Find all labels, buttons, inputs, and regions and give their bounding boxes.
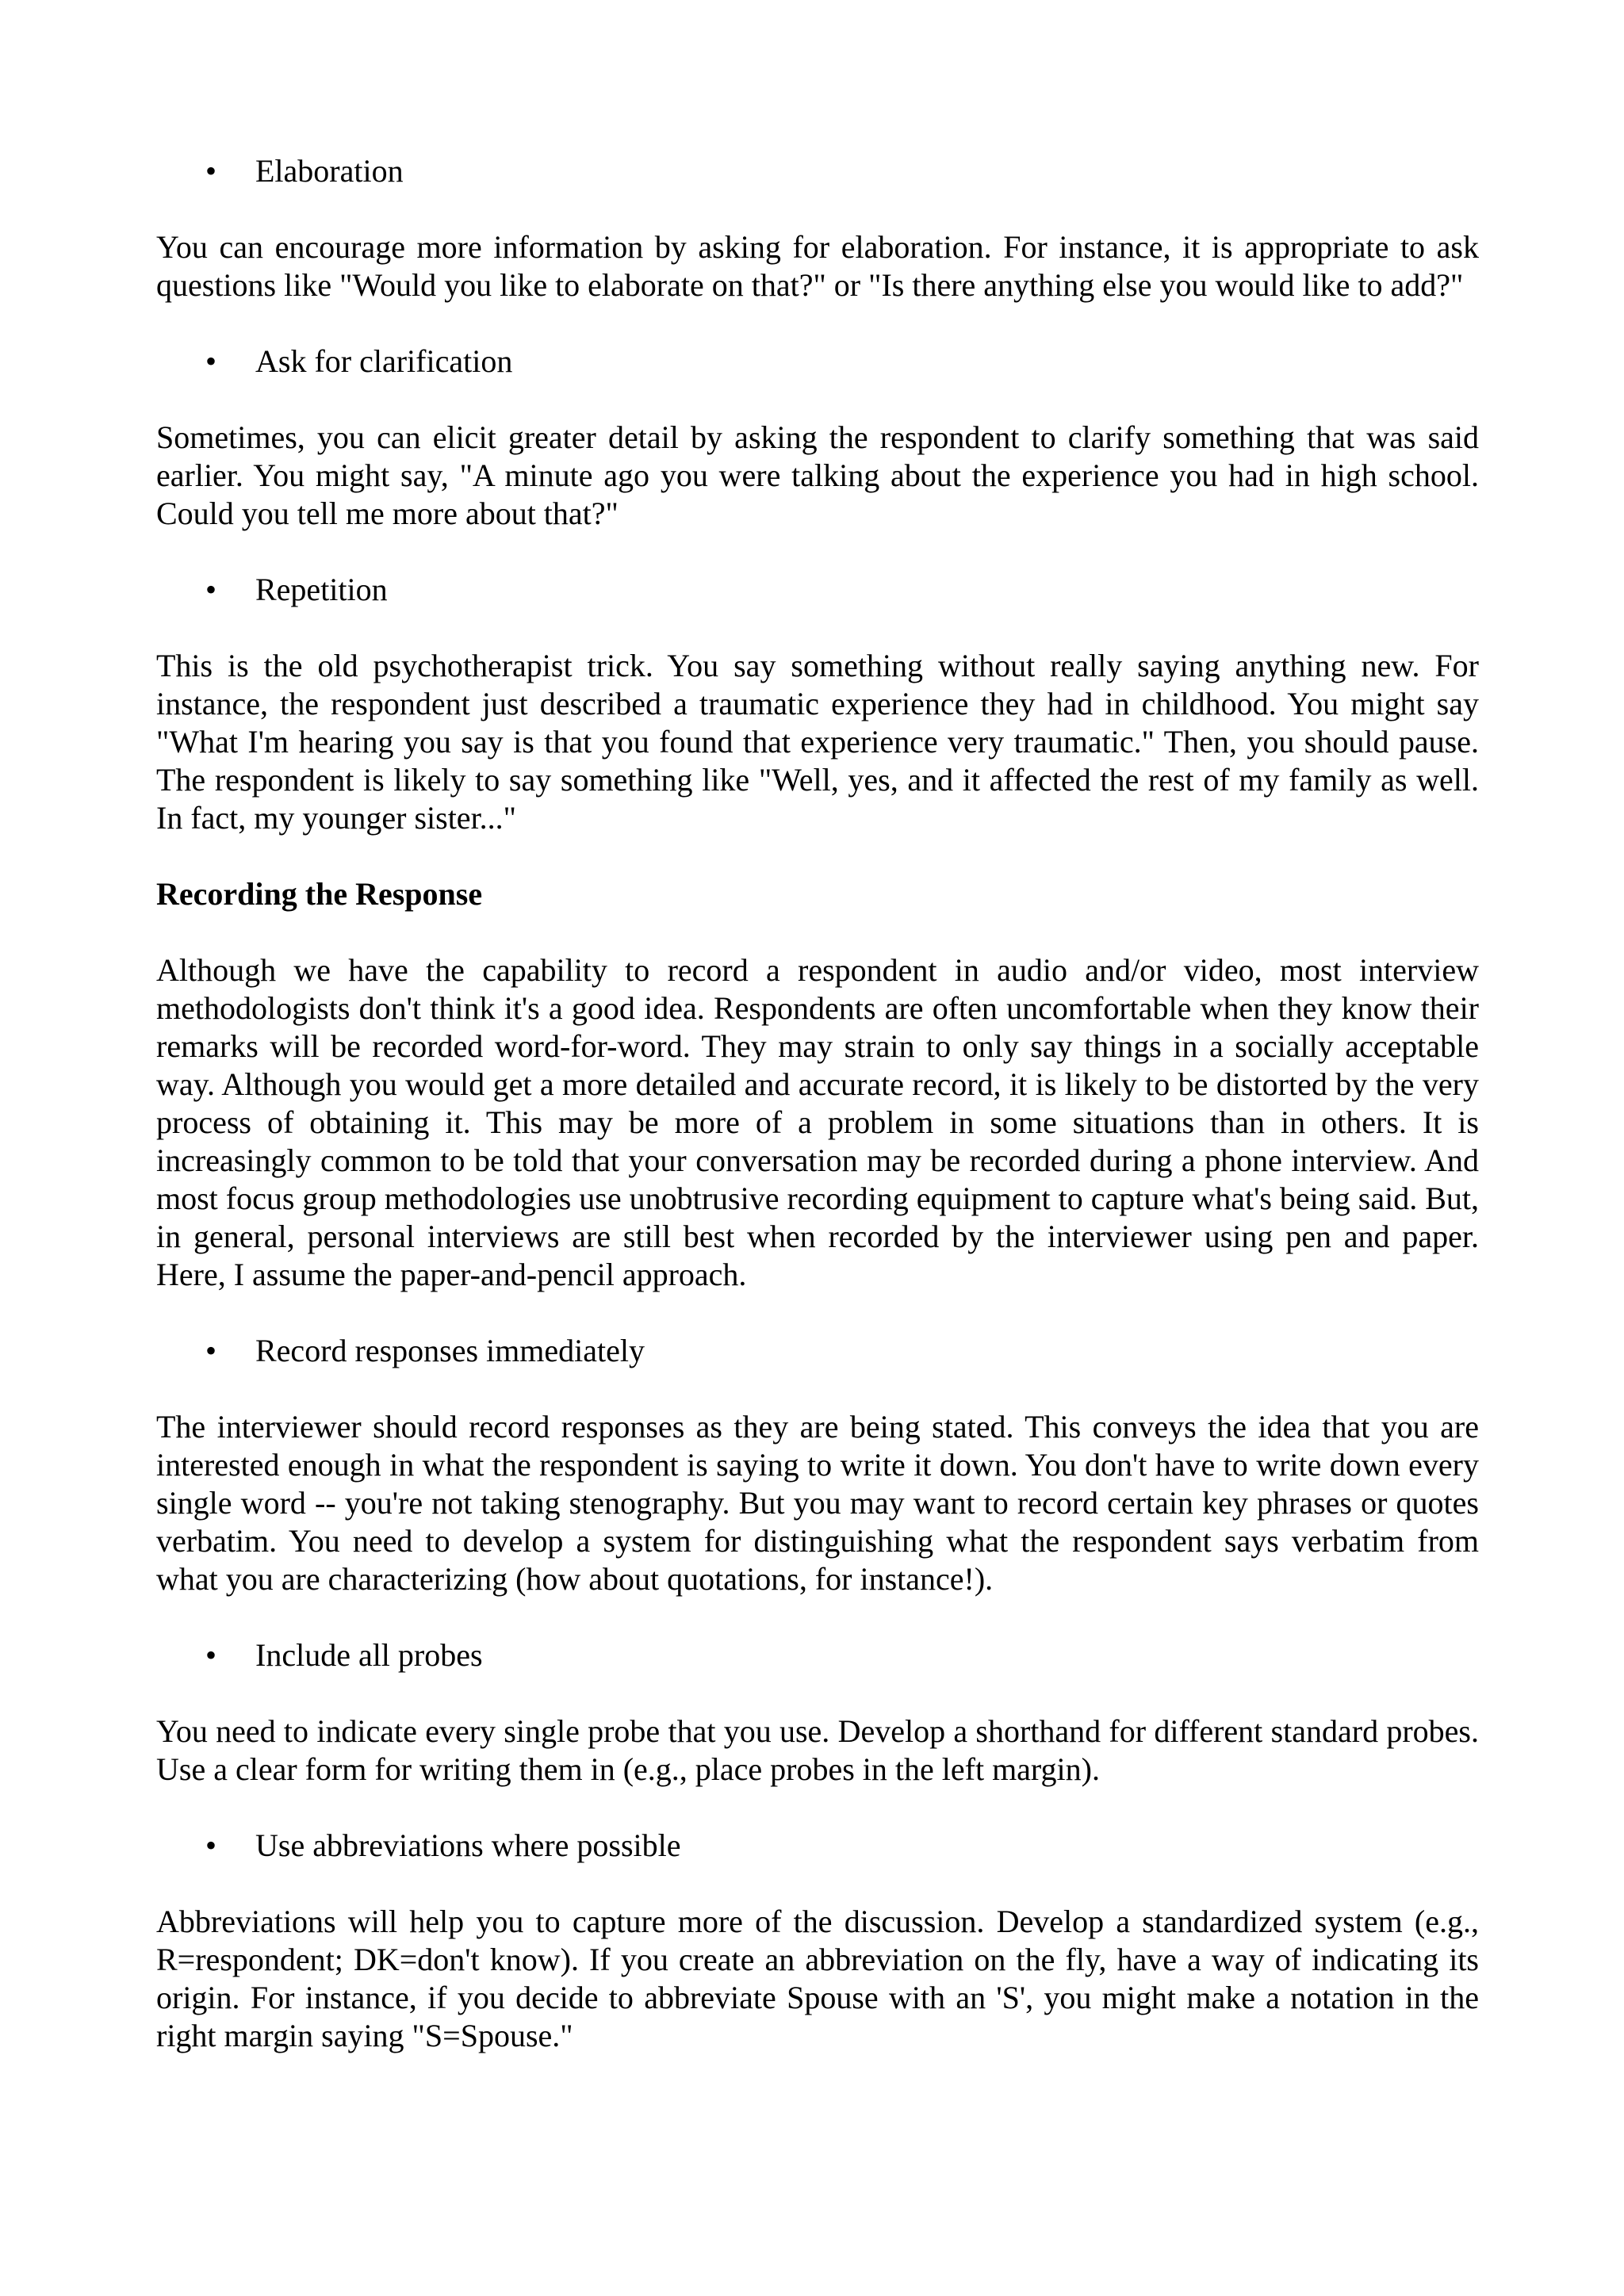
bullet-dot: •: [205, 572, 217, 607]
para-recording: Although we have the capability to record a respondent in audio and/or video, most interview methodologists don't think it's a good idea. Respondents are often uncomfortable when they know their remarks will be recorded word-for-word. They may strain to only say things in a socially acceptable way. Although you would get a more detailed and accurate record, it is likely to be distorted by the very process of obtaining it. This may be more of a problem in some situations than in others. It is increasingly common to be told that your conversation may be recorded during a phone interview. And most focus group methodologies use unobtrusive recording equipment to capture what's being said. But, in general, personal interviews are still best when recorded by the interviewer using pen and paper. Here, I assume the paper-and-pencil approach.: [156, 952, 1480, 1292]
bullet-text: Ask for clarification: [255, 343, 513, 379]
bullet-text: Include all probes: [255, 1637, 483, 1673]
bullet-dot: •: [205, 343, 217, 379]
bullet-text: Elaboration: [255, 153, 404, 189]
para-elaboration: You can encourage more information by asking for elaboration. For instance, it is appropriate to ask questions like "Would you like to elaborate on that?" or "Is there anything else you would like to add?": [156, 229, 1479, 303]
bullet-include-probes: [156, 1636, 1479, 1674]
bullet-text: Record responses immediately: [255, 1333, 645, 1368]
section-heading: Recording the Response: [156, 876, 483, 912]
bullet-dot: •: [205, 1333, 217, 1368]
para-abbreviations: Abbreviations will help you to capture more of the discussion. Develop a standardized system (e.g., R=respondent; DK=don't know). If you create an abbreviation on the fly, have a way of indicating its origin. For instance, if you decide to abbreviate Spouse with an 'S', you might make a notation in the right margin saying "S=Spouse.": [156, 1904, 1479, 2053]
bullet-elaboration: [156, 152, 1479, 190]
para-include-probes: You need to indicate every single probe that you use. Develop a shorthand for different standard probes. Use a clear form for writing them in (e.g., place probes in the left margin).: [156, 1713, 1479, 1787]
bullet-dot: •: [205, 153, 217, 189]
bullet-clarification: [156, 342, 1479, 381]
bullet-text: Repetition: [255, 572, 388, 607]
bullet-dot: •: [205, 1827, 217, 1863]
bullet-dot: •: [205, 1637, 217, 1673]
bullet-text: Use abbreviations where possible: [255, 1827, 681, 1863]
para-record-immediately: The interviewer should record responses as they are being stated. This conveys the idea that you are interested enough in what the respondent is saying to write it down. You don't have to write down every single word -- you're not taking stenography. But you may want to record certain key phrases or quotes verbatim. You need to develop a system for distinguishing what the respondent says verbatim from what you are characterizing (how about quotations, for instance!).: [156, 1409, 1479, 1597]
bullet-repetition: [156, 571, 1479, 609]
bullet-abbreviations: [156, 1827, 1479, 1865]
document-page: [156, 152, 1479, 2093]
para-clarification: Sometimes, you can elicit greater detail by asking the respondent to clarify something that was said earlier. You might say, "A minute ago you were talking about the experience you had in high school. Could you tell me more about that?": [156, 419, 1479, 531]
para-repetition: This is the old psychotherapist trick. You say something without really saying anything new. For instance, the respondent just described a traumatic experience they had in childhood. You might say "What I'm hearing you say is that you found that experience very traumatic." Then, you should pause. The respondent is likely to say something like "Well, yes, and it affected the rest of my family as well. In fact, my younger sister...": [156, 648, 1479, 836]
bullet-record-immediately: [156, 1332, 1479, 1370]
